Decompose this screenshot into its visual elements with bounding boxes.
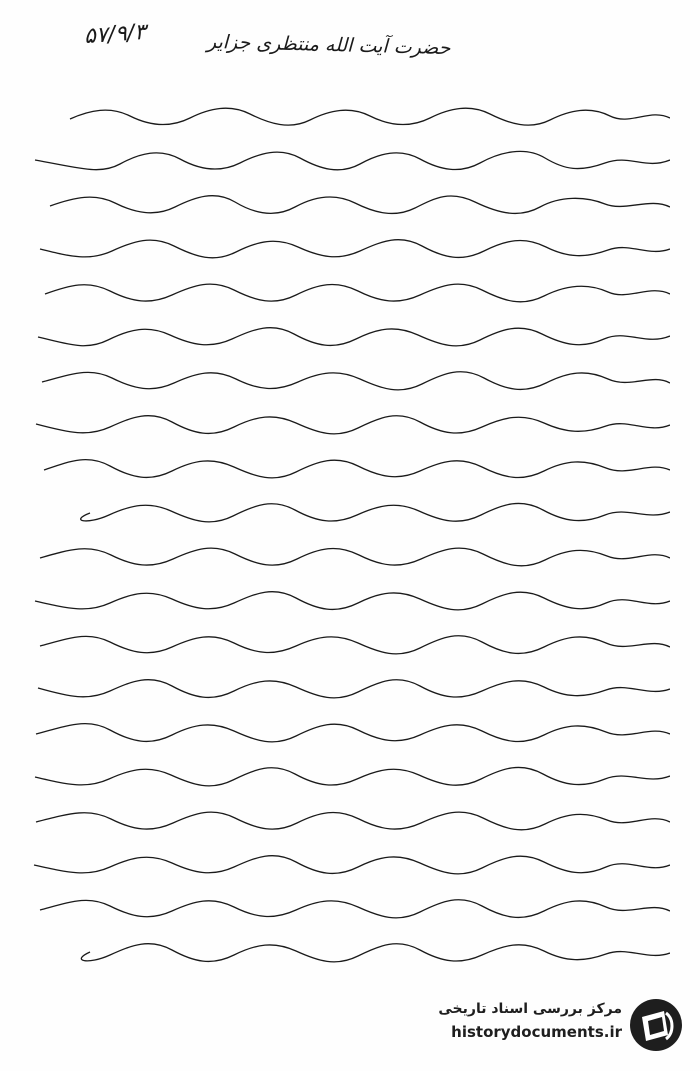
handwritten-line (30, 888, 670, 932)
handwritten-body (30, 96, 670, 976)
watermark (420, 995, 688, 1059)
handwritten-line (30, 536, 670, 580)
handwritten-line (30, 228, 670, 272)
handwritten-line (30, 932, 670, 976)
handwritten-line (30, 272, 670, 316)
watermark-url: historydocuments.ir (451, 1023, 622, 1041)
handwritten-line (30, 624, 670, 668)
handwritten-line (30, 712, 670, 756)
handwritten-line (30, 668, 670, 712)
handwritten-line (30, 360, 670, 404)
handwritten-line (30, 316, 670, 360)
watermark-org-name: مرکز بررسی اسناد تاریخی (438, 1001, 622, 1017)
handwritten-line (30, 492, 670, 536)
handwritten-line (30, 448, 670, 492)
archive-logo-icon (628, 997, 684, 1053)
handwritten-line (30, 844, 670, 888)
handwritten-line (30, 184, 670, 228)
handwritten-line (30, 140, 670, 184)
document-date: ۵۷/۹/۳ (83, 19, 147, 50)
handwritten-line (30, 404, 670, 448)
handwritten-line (30, 580, 670, 624)
handwritten-line (30, 800, 670, 844)
handwritten-line (30, 96, 670, 140)
handwritten-line (30, 756, 670, 800)
document-heading: حضرت آیت الله منتظری جزایر (206, 30, 451, 60)
